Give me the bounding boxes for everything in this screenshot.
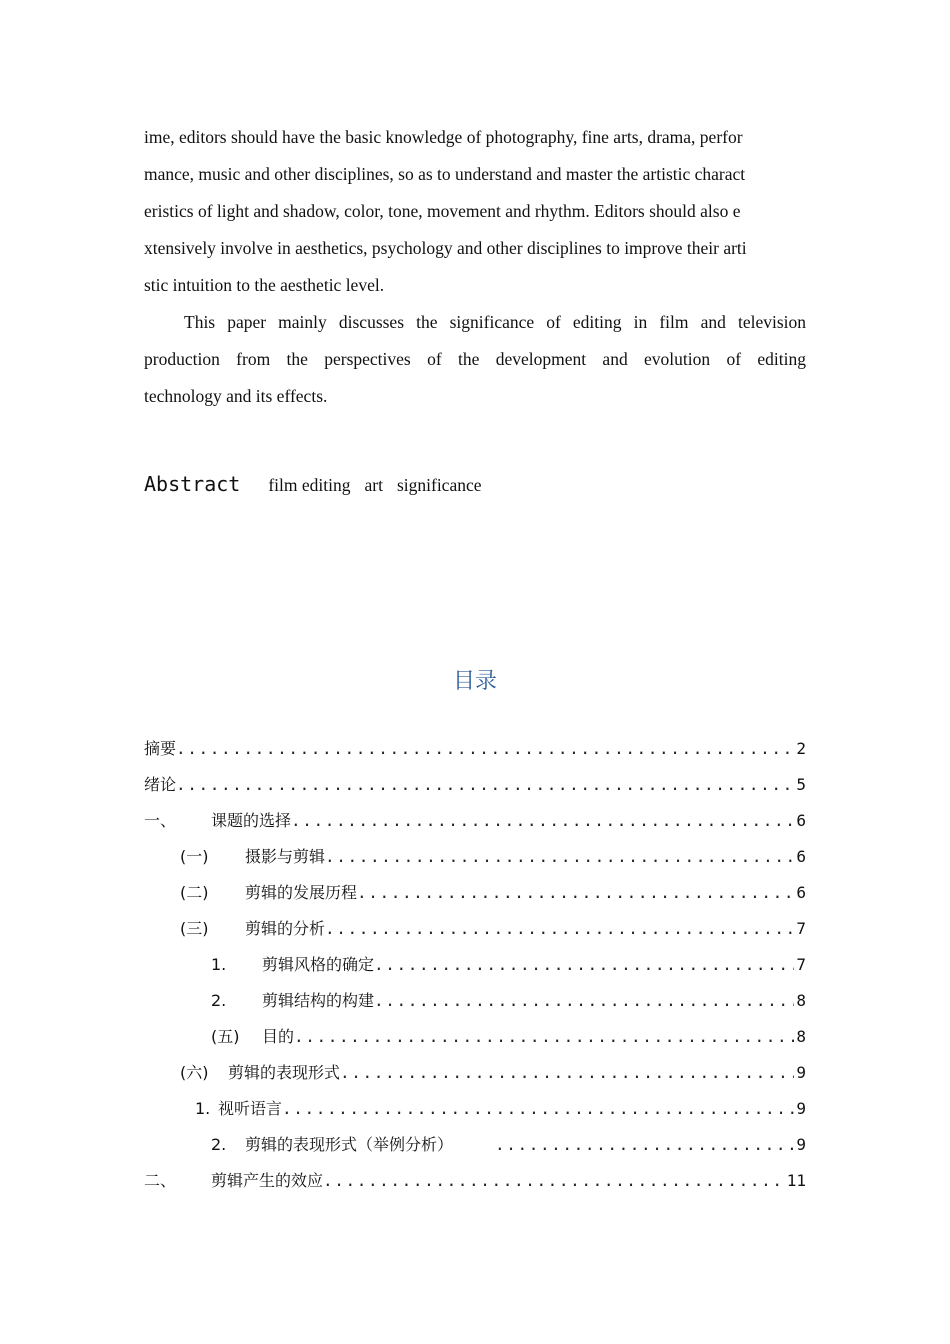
toc-entry-title: 剪辑的表现形式 (228, 1063, 341, 1082)
toc-entry[interactable] (211, 989, 806, 1013)
abstract-keywords-row (144, 470, 482, 501)
toc-entry-number: 2. (211, 1135, 227, 1154)
toc-leader-dots (340, 1061, 794, 1085)
toc-entry[interactable] (195, 1097, 806, 1121)
toc-entry-title: 课题的选择 (211, 811, 292, 830)
toc-entry-number: (一) (180, 847, 209, 866)
keyword: art (364, 475, 383, 495)
toc-leader-dots (325, 845, 794, 869)
toc-entry-title: 摄影与剪辑 (245, 847, 326, 866)
toc-entry-title: 剪辑的表现形式（举例分析） (245, 1135, 454, 1154)
toc-entry-number: (二) (180, 883, 209, 902)
keyword: film editing (268, 475, 351, 495)
toc-entry-number: 2. (211, 991, 227, 1010)
toc-entry-title: 剪辑风格的确定 (262, 955, 375, 974)
toc-page-number: 2 (796, 739, 806, 758)
toc-leader-dots (357, 881, 794, 905)
toc-entry-title: 剪辑的发展历程 (245, 883, 358, 902)
toc-title: 目录 (452, 669, 497, 694)
toc-page-number: 6 (796, 847, 806, 866)
toc-leader-dots (323, 1169, 785, 1193)
toc-entry[interactable] (144, 737, 806, 761)
toc-entry-number: (三) (180, 919, 209, 938)
toc-page-number: 5 (796, 775, 806, 794)
toc-page-number: 11 (786, 1171, 806, 1190)
toc-leader-dots (374, 953, 794, 977)
toc-entry[interactable] (144, 773, 806, 797)
paragraph-line: technology and its effects. (144, 386, 328, 406)
paragraph-line: ime, editors should have the basic knowledge of photography, fine arts, drama, perfor (144, 127, 743, 147)
toc-entry-title: 剪辑的分析 (245, 919, 326, 938)
toc-page-number: 8 (796, 1027, 806, 1046)
toc-leader-dots (176, 737, 794, 761)
toc-entry[interactable] (144, 809, 806, 833)
toc-leader-dots (291, 809, 794, 833)
toc-page-number: 9 (796, 1135, 806, 1154)
paragraph-line: stic intuition to the aesthetic level. (144, 275, 385, 295)
toc-leader-dots (374, 989, 794, 1013)
toc-entry-title: 绪论 (144, 775, 177, 794)
toc-entry-title: 目的 (262, 1027, 295, 1046)
toc-entry-number: 1. (195, 1099, 211, 1118)
paragraph-line: eristics of light and shadow, color, tone, movement and rhythm. Editors should also e (144, 201, 741, 221)
toc-entry-number: 一、 (144, 811, 177, 830)
toc-page-number: 6 (796, 811, 806, 830)
paragraph-line: This paper mainly discusses the significance of editing in film and television (184, 312, 806, 332)
toc-entry[interactable] (211, 1133, 806, 1157)
toc-page-number: 7 (796, 919, 806, 938)
toc-page-number: 9 (796, 1099, 806, 1118)
toc-leader-dots (282, 1097, 794, 1121)
paragraph-line: xtensively involve in aesthetics, psychology and other disciplines to improve their arti (144, 238, 747, 258)
toc-entry[interactable] (180, 1061, 806, 1085)
toc-leader-dots (325, 917, 794, 941)
toc-entry[interactable] (180, 845, 806, 869)
toc-page-number: 8 (796, 991, 806, 1010)
toc-entry[interactable] (211, 953, 806, 977)
toc-entry[interactable] (180, 917, 806, 941)
toc-page-number: 7 (796, 955, 806, 974)
toc-entry-number: (五) (211, 1027, 240, 1046)
toc-entry-title: 摘要 (144, 739, 177, 758)
toc-leader-dots (294, 1025, 794, 1049)
toc-entry[interactable] (144, 1169, 806, 1193)
paragraph-line: production from the perspectives of the development and evolution of editing (144, 349, 806, 369)
toc-leader-dots (176, 773, 794, 797)
toc-entry[interactable] (180, 881, 806, 905)
toc-entry-title: 视听语言 (218, 1099, 283, 1118)
toc-entry-title: 剪辑结构的构建 (262, 991, 375, 1010)
toc-entry-number: (六) (180, 1063, 209, 1082)
toc-page-number: 9 (796, 1063, 806, 1082)
keyword: significance (396, 475, 482, 495)
toc-leader-dots (495, 1133, 794, 1157)
toc-entry-number: 二、 (144, 1171, 177, 1190)
paragraph-line: mance, music and other disciplines, so as to understand and master the artistic charact (144, 164, 746, 184)
toc-entry[interactable] (211, 1025, 806, 1049)
toc-entry-title: 剪辑产生的效应 (211, 1171, 324, 1190)
abstract-label: Abstract (144, 472, 241, 496)
toc-entry-number: 1. (211, 955, 227, 974)
toc-page-number: 6 (796, 883, 806, 902)
